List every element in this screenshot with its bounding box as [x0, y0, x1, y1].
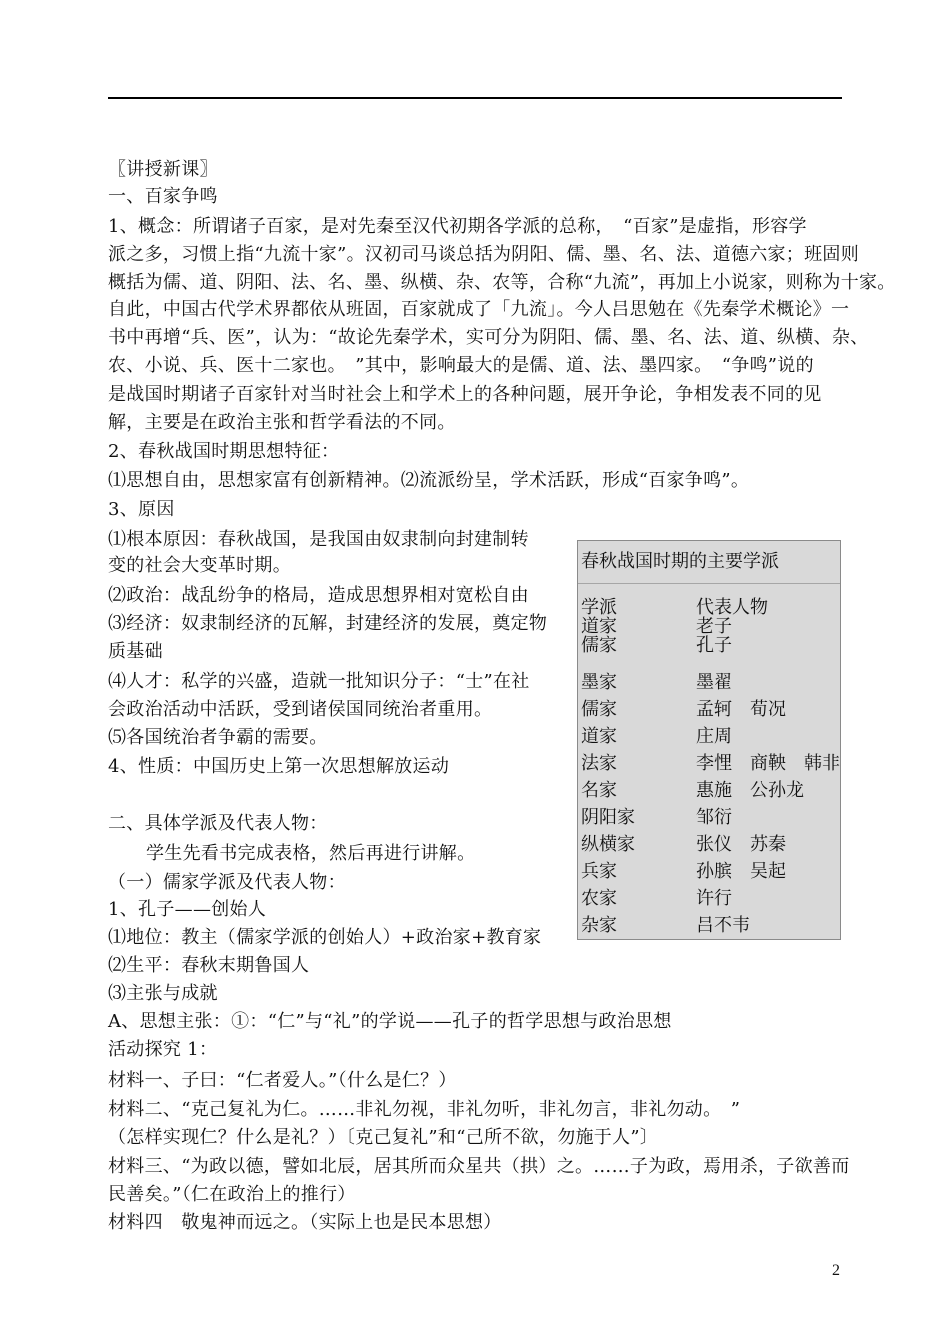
- table-cell: 道家: [581, 616, 617, 637]
- section-header: 〖讲授新课〗: [108, 159, 218, 180]
- table-cell: 阴阳家: [581, 807, 635, 828]
- paragraph-line: 书中再增“兵、医”，认为：“故论先秦学术，实可分为阴阳、儒、墨、名、法、道、纵横、杂、: [108, 327, 869, 348]
- table-cell: 杂家: [581, 915, 617, 936]
- features-body: ⑴思想自由，思想家富有创新精神。⑵流派纷呈，学术活跃，形成“百家争鸣”。: [108, 470, 750, 491]
- reason-line: 变的社会大变革时期。: [108, 555, 291, 576]
- table-cell: 惠施 公孙龙: [696, 780, 804, 801]
- table-cell: 吕不韦: [696, 915, 750, 936]
- table-row: [581, 807, 732, 829]
- instruction-line: 学生先看书完成表格，然后再进行讲解。: [146, 843, 476, 864]
- material-line: 民善矣。”（仁在政治上的推行）: [108, 1184, 356, 1205]
- reason-line: ⑷人才：私学的兴盛，造就一批知识分子：“士”在社: [108, 671, 530, 692]
- table-cell: 名家: [581, 780, 617, 801]
- table-cell: 墨翟: [696, 672, 732, 693]
- schools-table: [577, 540, 841, 940]
- reason-line: ⑵政治：战乱纷争的格局，造成思想界相对宽松自由: [108, 585, 529, 606]
- table-row: [581, 861, 786, 883]
- reasons-title: 3、原因: [108, 499, 175, 520]
- confucius-item: ⑶主张与成就: [108, 983, 218, 1004]
- table-cell: 儒家: [581, 635, 617, 656]
- reason-line: ⑸各国统治者争霸的需要。: [108, 727, 328, 748]
- table-divider: [578, 583, 840, 584]
- reason-line: ⑴根本原因：春秋战国，是我国由奴隶制向封建制转: [108, 529, 529, 550]
- paragraph-line: 1、概念：所谓诸子百家，是对先秦至汉代初期各学派的总称， “百家”是虚指，形容学: [108, 216, 807, 237]
- paragraph-line: 派之多，习惯上指“九流十家”。汉初司马谈总括为阴阳、儒、墨、名、法、道德六家；班固则: [108, 244, 859, 265]
- material-line: 材料三、“为政以德，譬如北辰，居其所而众星共（拱）之。……子为政，焉用杀，子欲善而: [108, 1156, 850, 1177]
- reason-line: 质基础: [108, 641, 163, 662]
- table-cell: 道家: [581, 726, 617, 747]
- material-line: （怎样实现仁？什么是礼？）〔克己复礼”和“己所不欲，勿施于人”〕: [108, 1127, 659, 1148]
- heading-schools: 二、具体学派及代表人物：: [108, 813, 328, 834]
- activity-line: 活动探究 1：: [108, 1039, 218, 1060]
- reason-line: ⑶经济：奴隶制经济的瓦解，封建经济的发展，奠定物: [108, 613, 548, 634]
- table-header-cell: 代表人物: [696, 597, 768, 618]
- table-row: [581, 915, 750, 937]
- table-cell: 农家: [581, 888, 617, 909]
- confucius-title: 1、孔子——创始人: [108, 899, 267, 920]
- table-cell: 许行: [696, 888, 732, 909]
- table-row: [581, 699, 786, 721]
- table-cell: 孟轲 荀况: [696, 699, 786, 720]
- heading-baijia: 一、百家争鸣: [108, 186, 218, 207]
- thought-line: A、思想主张：①：“仁”与“礼”的学说——孔子的哲学思想与政治思想: [108, 1011, 672, 1032]
- confucius-item: ⑴地位：教主（儒家学派的创始人）+政治家+教育家: [108, 927, 542, 948]
- nature-line: 4、性质：中国历史上第一次思想解放运动: [108, 756, 450, 777]
- table-header-cell: 学派: [581, 597, 617, 618]
- header-rule: [108, 97, 842, 99]
- paragraph-line: 自此，中国古代学术界都依从班固，百家就成了「九流」。今人吕思勉在《先秦学术概论》一: [108, 299, 850, 320]
- heading-confucian: （一）儒家学派及代表人物：: [108, 872, 346, 893]
- table-cell: 庄周: [696, 726, 732, 747]
- confucius-item: ⑵生平：春秋末期鲁国人: [108, 955, 310, 976]
- paragraph-line: 农、小说、兵、医十二家也。 ”其中，影响最大的是儒、道、法、墨四家。 “争鸣”说的: [108, 355, 814, 376]
- material-line: 材料四 敬鬼神而远之。（实际上也是民本思想）: [108, 1212, 502, 1233]
- table-cell: 纵横家: [581, 834, 635, 855]
- material-line: 材料一、子曰：“仁者爱人。”（什么是仁？）: [108, 1070, 457, 1091]
- table-cell: 邹衍: [696, 807, 732, 828]
- table-title: 春秋战国时期的主要学派: [581, 551, 779, 572]
- table-row: [581, 780, 804, 802]
- table-cell: 李悝 商鞅 韩非: [696, 753, 840, 774]
- table-row: [581, 672, 732, 694]
- table-cell: 兵家: [581, 861, 617, 882]
- table-cell: 孙膑 吴起: [696, 861, 786, 882]
- table-cell: 墨家: [581, 672, 617, 693]
- reason-line: 会政治活动中活跃，受到诸侯国同统治者重用。: [108, 699, 493, 720]
- table-cell: 张仪 苏秦: [696, 834, 786, 855]
- paragraph-line: 是战国时期诸子百家针对当时社会上和学术上的各种问题，展开争论，争相发表不同的见: [108, 384, 822, 405]
- material-line: 材料二、“克己复礼为仁。……非礼勿视，非礼勿听，非礼勿言，非礼勿动。 ”: [108, 1099, 741, 1120]
- table-cell: 法家: [581, 753, 617, 774]
- table-row: [581, 726, 732, 748]
- table-row: [581, 635, 732, 657]
- table-row: [581, 753, 840, 775]
- paragraph-line: 解，主要是在政治主张和哲学看法的不同。: [108, 412, 456, 433]
- table-row: [581, 834, 786, 856]
- table-row: [581, 888, 732, 910]
- table-cell: 孔子: [696, 635, 732, 656]
- page-number: 2: [832, 1262, 840, 1279]
- features-title: 2、春秋战国时期思想特征：: [108, 441, 340, 462]
- table-cell: 儒家: [581, 699, 617, 720]
- table-cell: 老子: [696, 616, 732, 637]
- paragraph-line: 概括为儒、道、阴阳、法、名、墨、纵横、杂、农等，合称“九流”，再加上小说家，则称为十家。: [108, 272, 896, 293]
